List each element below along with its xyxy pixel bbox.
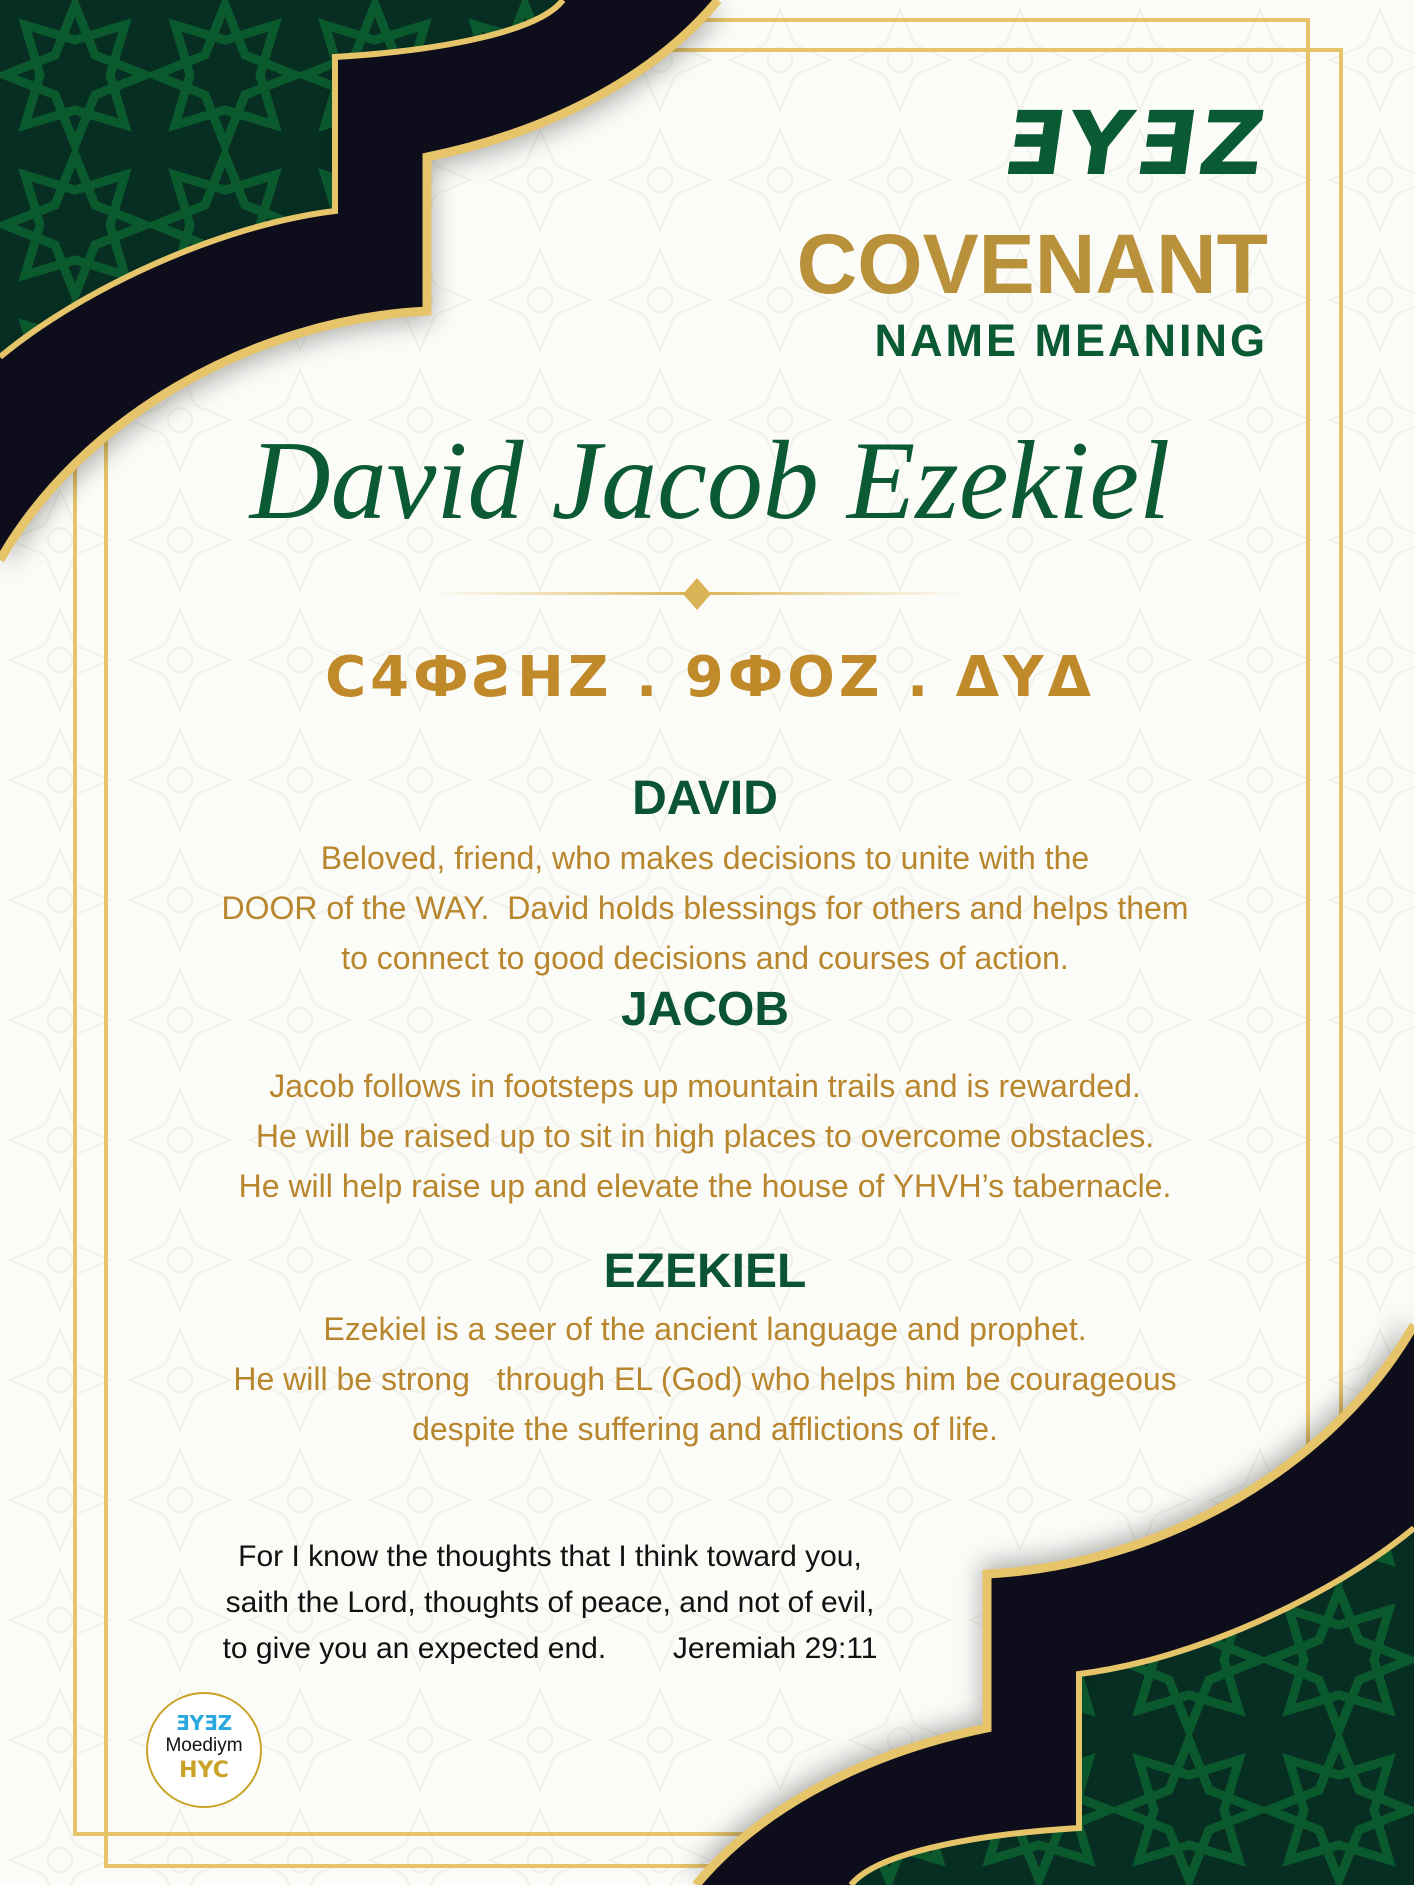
text-line: Ezekiel is a seer of the ancient language and prophet. (323, 1311, 1087, 1347)
section-text-ezekiel (40, 1304, 1370, 1454)
scripture-verse (150, 1534, 950, 1672)
text-line: He will be raised up to sit in high places to overcome obstacles. (255, 1118, 1155, 1154)
section-text-jacob (40, 1061, 1370, 1211)
section-heading-ezekiel: EZEKIEL (603, 1245, 807, 1298)
text-line: Jacob follows in footsteps up mountain trails and is rewarded. (269, 1068, 1141, 1104)
section-heading-jacob: JACOB (620, 983, 790, 1036)
text-line: DOOR of the WAY. David holds blessings for others and helps them (221, 890, 1189, 926)
text-line: He will be strong through EL (God) who helps him be courageous (233, 1361, 1177, 1397)
text-line: He will help raise up and elevate the house of YHVH’s tabernacle. (238, 1168, 1172, 1204)
text-line: to connect to good decisions and courses of action. (341, 940, 1069, 976)
page-subtitle: NAME MEANING (874, 315, 1268, 366)
logo-paleo-top: ƎYƎZ (175, 1711, 233, 1735)
moediym-logo (146, 1692, 262, 1808)
text-line: despite the suffering and afflictions of life. (412, 1411, 998, 1447)
logo-paleo-bottom: HYC (179, 1758, 229, 1783)
verse-line: saith the Lord, thoughts of peace, and not of evil, (225, 1586, 875, 1619)
text-line: Beloved, friend, who makes decisions to unite with the (320, 840, 1090, 876)
logo-text: Moediym (165, 1735, 243, 1756)
page-title: COVENANT (796, 217, 1268, 311)
section-heading-david: DAVID (632, 772, 778, 825)
verse-line: For I know the thoughts that I think toward you, (238, 1540, 862, 1573)
section-text-david (40, 833, 1370, 983)
full-name: David Jacob Ezekiel (249, 419, 1171, 543)
verse-line: to give you an expected end. Jeremiah 29:11 (222, 1632, 878, 1665)
paleo-hebrew-name: C4ФƧHZ . 9ФOZ . ΔYΔ (325, 645, 1095, 710)
paleo-hebrew-title: ƎYƎZ (996, 92, 1276, 195)
